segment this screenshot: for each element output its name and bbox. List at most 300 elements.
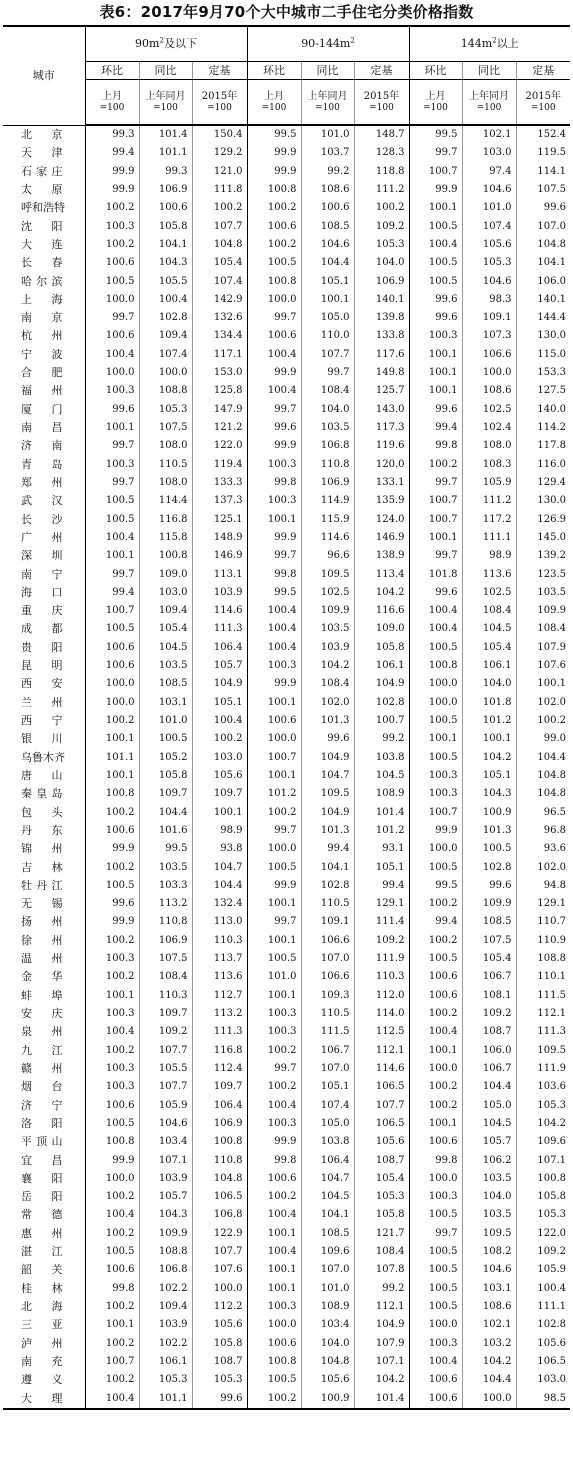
city-name: 北海 — [21, 1300, 63, 1313]
cell-mom-90: 100.0 — [85, 694, 139, 712]
city-name: 乌鲁木齐 — [21, 750, 65, 764]
table-row — [3, 1115, 570, 1133]
table-row — [3, 144, 570, 162]
cell-base-90: 132.4 — [192, 895, 247, 913]
city-name: 银川 — [21, 732, 63, 746]
cell-yoy-90: 103.3 — [139, 877, 192, 895]
cell-base-144: 94.8 — [516, 877, 570, 895]
cell-mom-90: 99.7 — [85, 309, 139, 327]
cell-mom-90: 99.9 — [85, 1152, 139, 1170]
cell-mom-90: 100.8 — [85, 1133, 139, 1151]
cell-yoy-144: 106.2 — [462, 1152, 516, 1170]
cell-base-144: 130.0 — [516, 327, 570, 345]
table-row — [3, 657, 570, 675]
cell-base-90-144: 133.1 — [354, 474, 409, 492]
group-header-90: $90m^2$及以下 — [85, 26, 247, 62]
cell-mom-90-144: 100.5 — [247, 950, 301, 968]
cell-mom-144: 99.7 — [409, 1225, 462, 1243]
cell-yoy-90: 107.7 — [139, 1042, 192, 1060]
cell-base-90-144: 120.0 — [354, 456, 409, 474]
cell-mom-90: 100.3 — [85, 1005, 139, 1023]
cell-yoy-90-144: 104.7 — [301, 767, 354, 785]
cell-mom-144: 100.2 — [409, 1097, 462, 1115]
cell-mom-90-144: 100.4 — [247, 1097, 301, 1115]
city-name: 长沙 — [21, 512, 63, 526]
table-row — [3, 712, 570, 730]
cell-base-90-144: 101.2 — [354, 822, 409, 840]
cell-yoy-144: 105.1 — [462, 767, 516, 785]
cell-yoy-144: 98.3 — [462, 291, 516, 309]
cell-yoy-90-144: 106.4 — [301, 1152, 354, 1170]
table-row — [3, 1298, 570, 1316]
cell-yoy-90-144: 103.8 — [301, 1133, 354, 1151]
cell-mom-90: 99.8 — [85, 1280, 139, 1298]
cell-mom-144: 99.8 — [409, 437, 462, 455]
cell-base-144: 129.4 — [516, 474, 570, 492]
table-row — [3, 199, 570, 217]
table-row — [3, 419, 570, 437]
cell-base-144: 106.0 — [516, 273, 570, 291]
cell-yoy-90-144: 100.1 — [301, 291, 354, 309]
table-row — [3, 1353, 570, 1371]
cell-yoy-90: 105.5 — [139, 273, 192, 291]
cell-mom-144: 100.1 — [409, 382, 462, 400]
cell-yoy-144: 108.2 — [462, 1243, 516, 1261]
cell-yoy-144: 117.2 — [462, 511, 516, 529]
cell-mom-90-144: 100.1 — [247, 932, 301, 950]
cell-base-144: 109.5 — [516, 1042, 570, 1060]
table-row — [3, 895, 570, 913]
cell-yoy-90: 100.5 — [139, 730, 192, 748]
table-row — [3, 254, 570, 272]
cell-mom-90: 100.0 — [85, 675, 139, 693]
cell-yoy-90-144: 104.0 — [301, 401, 354, 419]
table-row — [3, 309, 570, 327]
cell-yoy-90-144: 108.4 — [301, 382, 354, 400]
cell-yoy-144: 109.2 — [462, 1005, 516, 1023]
cell-mom-90: 100.5 — [85, 877, 139, 895]
cell-base-90-144: 119.6 — [354, 437, 409, 455]
cell-base-90: 142.9 — [192, 291, 247, 309]
cell-yoy-90-144: 105.0 — [301, 1115, 354, 1133]
cell-mom-144: 100.3 — [409, 1335, 462, 1353]
cell-mom-144: 100.5 — [409, 950, 462, 968]
cell-yoy-90: 109.7 — [139, 785, 192, 803]
city-name: 武汉 — [21, 494, 63, 508]
cell-mom-90-144: 100.3 — [247, 1298, 301, 1316]
cell-yoy-90: 106.1 — [139, 1353, 192, 1371]
cell-yoy-144: 102.5 — [462, 584, 516, 602]
cell-base-144: 104.8 — [516, 236, 570, 254]
cell-mom-90-144: 100.4 — [247, 1243, 301, 1261]
cell-base-90: 150.4 — [192, 125, 247, 144]
base-header-2015: 2015年 =100 — [192, 80, 247, 126]
cell-yoy-144: 101.8 — [462, 694, 516, 712]
sub-header-base: 定基 — [354, 62, 409, 80]
cell-yoy-144: 105.6 — [462, 236, 516, 254]
cell-yoy-90: 108.5 — [139, 675, 192, 693]
cell-mom-144: 100.6 — [409, 1390, 462, 1409]
cell-base-90-144: 113.4 — [354, 566, 409, 584]
cell-yoy-90-144: 106.9 — [301, 474, 354, 492]
cell-yoy-90-144: 105.0 — [301, 309, 354, 327]
cell-mom-90: 100.2 — [85, 712, 139, 730]
cell-mom-90-144: 100.3 — [247, 1115, 301, 1133]
cell-base-90: 134.4 — [192, 327, 247, 345]
cell-yoy-90: 116.8 — [139, 511, 192, 529]
cell-mom-90: 100.1 — [85, 547, 139, 565]
city-name: 哈尔滨 — [21, 274, 63, 288]
cell-base-90-144: 106.9 — [354, 273, 409, 291]
cell-mom-144: 100.7 — [409, 511, 462, 529]
page-title: 表6：2017年9月70个大中城市二手住宅分类价格指数 — [99, 3, 474, 21]
table-row — [3, 804, 570, 822]
cell-base-144: 105.3 — [516, 1097, 570, 1115]
cell-base-144: 117.8 — [516, 437, 570, 455]
city-name: 秦皇岛 — [21, 787, 63, 801]
cell-base-90: 107.6 — [192, 1261, 247, 1279]
cell-yoy-90: 104.6 — [139, 1115, 192, 1133]
cell-base-90-144: 99.4 — [354, 877, 409, 895]
cell-yoy-144: 100.1 — [462, 730, 516, 748]
city-name: 泉州 — [21, 1025, 63, 1039]
table-row — [3, 1133, 570, 1151]
cell-yoy-90-144: 109.3 — [301, 987, 354, 1005]
cell-mom-90: 100.2 — [85, 1371, 139, 1389]
cell-yoy-90-144: 109.1 — [301, 913, 354, 931]
cell-mom-144: 100.0 — [409, 1060, 462, 1078]
table-row — [3, 620, 570, 638]
cell-mom-90: 100.6 — [85, 822, 139, 840]
cell-mom-90-144: 100.2 — [247, 1078, 301, 1096]
base-header-last-month: 上月 =100 — [409, 80, 462, 126]
cell-yoy-144: 105.0 — [462, 1097, 516, 1115]
cell-yoy-90: 99.3 — [139, 163, 192, 181]
table-row — [3, 913, 570, 931]
base-header-last-year: 上年同月 =100 — [301, 80, 354, 126]
cell-base-90-144: 105.8 — [354, 1206, 409, 1224]
cell-base-90: 119.4 — [192, 456, 247, 474]
cell-base-144: 116.0 — [516, 456, 570, 474]
city-name: 福州 — [21, 384, 63, 398]
cell-base-144: 139.2 — [516, 547, 570, 565]
cell-mom-144: 99.7 — [409, 144, 462, 162]
cell-yoy-144: 108.3 — [462, 456, 516, 474]
cell-base-144: 109.9 — [516, 602, 570, 620]
cell-mom-90-144: 100.0 — [247, 1316, 301, 1334]
table-row — [3, 1023, 570, 1041]
table-row — [3, 950, 570, 968]
cell-yoy-90: 109.4 — [139, 327, 192, 345]
cell-yoy-90-144: 110.0 — [301, 327, 354, 345]
cell-yoy-90: 109.4 — [139, 1298, 192, 1316]
cell-base-90: 107.4 — [192, 273, 247, 291]
cell-mom-90: 100.1 — [85, 1316, 139, 1334]
table-row — [3, 163, 570, 181]
cell-yoy-90-144: 103.5 — [301, 419, 354, 437]
cell-base-90: 105.6 — [192, 767, 247, 785]
table-row — [3, 987, 570, 1005]
city-name: 金华 — [21, 970, 63, 984]
table-row — [3, 181, 570, 199]
cell-yoy-90: 105.7 — [139, 1188, 192, 1206]
cell-base-90: 111.3 — [192, 1023, 247, 1041]
cell-mom-90-144: 99.7 — [247, 913, 301, 931]
cell-yoy-90: 105.4 — [139, 620, 192, 638]
cell-mom-90: 100.2 — [85, 804, 139, 822]
table-row — [3, 511, 570, 529]
cell-yoy-90: 105.3 — [139, 401, 192, 419]
cell-base-90-144: 104.9 — [354, 675, 409, 693]
cell-yoy-90-144: 108.5 — [301, 218, 354, 236]
cell-base-144: 112.1 — [516, 1005, 570, 1023]
cell-yoy-90: 109.7 — [139, 1005, 192, 1023]
city-name: 宜昌 — [21, 1153, 63, 1167]
cell-yoy-144: 100.9 — [462, 804, 516, 822]
cell-base-90: 109.7 — [192, 785, 247, 803]
table-row — [3, 1005, 570, 1023]
cell-mom-144: 100.3 — [409, 327, 462, 345]
cell-base-144: 99.0 — [516, 730, 570, 748]
cell-yoy-90-144: 96.6 — [301, 547, 354, 565]
cell-mom-144: 100.1 — [409, 364, 462, 382]
cell-mom-144: 100.5 — [409, 1243, 462, 1261]
cell-yoy-90: 101.0 — [139, 712, 192, 730]
cell-base-90-144: 135.9 — [354, 492, 409, 510]
city-name: 郑州 — [21, 475, 63, 489]
cell-mom-90: 100.3 — [85, 382, 139, 400]
cell-base-144: 104.2 — [516, 1115, 570, 1133]
cell-base-90: 153.0 — [192, 364, 247, 382]
cell-yoy-90: 105.2 — [139, 749, 192, 767]
cell-mom-90: 100.1 — [85, 419, 139, 437]
cell-yoy-144: 104.6 — [462, 181, 516, 199]
cell-yoy-144: 104.4 — [462, 1078, 516, 1096]
table-row — [3, 1225, 570, 1243]
cell-yoy-90-144: 103.5 — [301, 620, 354, 638]
cell-mom-144: 100.5 — [409, 1206, 462, 1224]
city-name: 杭州 — [21, 329, 63, 343]
cell-mom-144: 101.8 — [409, 566, 462, 584]
cell-yoy-90: 103.9 — [139, 1316, 192, 1334]
table-row — [3, 932, 570, 950]
cell-base-144: 126.9 — [516, 511, 570, 529]
cell-mom-144: 100.6 — [409, 1371, 462, 1389]
cell-base-90-144: 111.9 — [354, 950, 409, 968]
city-name: 蚌埠 — [21, 988, 63, 1002]
city-name: 锦州 — [21, 842, 63, 856]
cell-yoy-90: 109.0 — [139, 566, 192, 584]
table-row — [3, 749, 570, 767]
city-name: 宁波 — [21, 347, 63, 361]
cell-mom-144: 100.2 — [409, 932, 462, 950]
table-row — [3, 236, 570, 254]
cell-base-90: 147.9 — [192, 401, 247, 419]
cell-mom-90: 100.6 — [85, 327, 139, 345]
city-name: 海口 — [21, 585, 63, 599]
cell-mom-90: 99.9 — [85, 840, 139, 858]
cell-base-90-144: 114.6 — [354, 1060, 409, 1078]
city-name: 九江 — [21, 1043, 63, 1057]
city-name: 太原 — [21, 182, 63, 196]
cell-base-144: 100.1 — [516, 675, 570, 693]
cell-yoy-144: 104.5 — [462, 1115, 516, 1133]
city-name: 深圳 — [21, 549, 63, 563]
cell-yoy-90-144: 110.5 — [301, 895, 354, 913]
city-name: 呼和浩特 — [21, 201, 65, 215]
city-name: 南昌 — [21, 421, 63, 434]
cell-base-90-144: 118.8 — [354, 163, 409, 181]
city-name: 合肥 — [21, 366, 63, 380]
cell-mom-144: 100.2 — [409, 1005, 462, 1023]
cell-base-144: 122.0 — [516, 1225, 570, 1243]
cell-base-144: 108.8 — [516, 950, 570, 968]
cell-yoy-90-144: 99.7 — [301, 364, 354, 382]
cell-yoy-144: 103.1 — [462, 1280, 516, 1298]
cell-yoy-90-144: 99.4 — [301, 840, 354, 858]
cell-yoy-144: 99.6 — [462, 877, 516, 895]
cell-yoy-90: 109.4 — [139, 602, 192, 620]
cell-base-90: 125.1 — [192, 511, 247, 529]
cell-mom-144: 100.1 — [409, 1115, 462, 1133]
cell-mom-144: 99.6 — [409, 584, 462, 602]
cell-base-90-144: 106.1 — [354, 657, 409, 675]
cell-base-90-144: 101.4 — [354, 804, 409, 822]
cell-yoy-144: 104.6 — [462, 273, 516, 291]
cell-base-144: 140.0 — [516, 401, 570, 419]
cell-mom-144: 99.6 — [409, 309, 462, 327]
cell-yoy-144: 101.2 — [462, 712, 516, 730]
city-name: 济宁 — [21, 1098, 63, 1112]
city-name: 石家庄 — [21, 164, 63, 178]
city-name: 牡丹江 — [21, 878, 63, 892]
cell-mom-144: 99.5 — [409, 877, 462, 895]
cell-yoy-144: 102.4 — [462, 419, 516, 437]
cell-mom-90-144: 100.8 — [247, 181, 301, 199]
table-row — [3, 1243, 570, 1261]
cell-yoy-90: 105.9 — [139, 1097, 192, 1115]
cell-yoy-144: 103.0 — [462, 144, 516, 162]
cell-mom-90-144: 100.3 — [247, 657, 301, 675]
cell-yoy-90: 105.8 — [139, 767, 192, 785]
cell-base-90: 104.8 — [192, 1170, 247, 1188]
cell-yoy-90: 105.5 — [139, 1060, 192, 1078]
cell-mom-90-144: 100.7 — [247, 749, 301, 767]
cell-base-90-144: 109.2 — [354, 218, 409, 236]
cell-base-90: 106.4 — [192, 639, 247, 657]
cell-mom-144: 100.5 — [409, 639, 462, 657]
table-row — [3, 529, 570, 547]
cell-yoy-90-144: 106.7 — [301, 1042, 354, 1060]
table-body — [3, 125, 570, 1409]
cell-yoy-90-144: 109.9 — [301, 602, 354, 620]
city-name: 惠州 — [21, 1226, 63, 1240]
cell-base-144: 102.0 — [516, 694, 570, 712]
cell-mom-144: 99.9 — [409, 822, 462, 840]
cell-base-144: 153.3 — [516, 364, 570, 382]
cell-base-90: 113.7 — [192, 950, 247, 968]
city-name: 青岛 — [21, 457, 63, 471]
cell-base-144: 107.1 — [516, 1152, 570, 1170]
cell-mom-90: 99.9 — [85, 913, 139, 931]
cell-mom-90-144: 99.8 — [247, 566, 301, 584]
cell-base-90: 122.0 — [192, 437, 247, 455]
sub-header-mom: 环比 — [409, 62, 462, 80]
cell-base-90: 122.9 — [192, 1225, 247, 1243]
cell-mom-144: 100.5 — [409, 1261, 462, 1279]
cell-yoy-90-144: 104.8 — [301, 1353, 354, 1371]
cell-mom-90-144: 99.8 — [247, 1152, 301, 1170]
cell-base-144: 102.0 — [516, 859, 570, 877]
cell-mom-90-144: 99.9 — [247, 529, 301, 547]
cell-yoy-90: 100.8 — [139, 547, 192, 565]
cell-mom-90: 100.2 — [85, 932, 139, 950]
cell-base-144: 105.6 — [516, 1335, 570, 1353]
cell-base-144: 103.5 — [516, 584, 570, 602]
table-row — [3, 1280, 570, 1298]
cell-yoy-90-144: 115.9 — [301, 511, 354, 529]
table-header — [3, 26, 570, 125]
cell-mom-90-144: 99.7 — [247, 547, 301, 565]
cell-yoy-90: 110.8 — [139, 913, 192, 931]
city-name: 上海 — [21, 292, 63, 306]
cell-base-144: 104.8 — [516, 767, 570, 785]
cell-base-144: 107.5 — [516, 181, 570, 199]
cell-base-90-144: 149.8 — [354, 364, 409, 382]
table-row — [3, 364, 570, 382]
table-row — [3, 474, 570, 492]
cell-base-144: 105.8 — [516, 1188, 570, 1206]
cell-base-90: 113.6 — [192, 968, 247, 986]
cell-base-90: 111.8 — [192, 181, 247, 199]
city-name: 沈阳 — [21, 219, 63, 233]
cell-mom-144: 100.2 — [409, 1078, 462, 1096]
cell-mom-90: 99.3 — [85, 125, 139, 144]
city-name: 岳阳 — [21, 1190, 63, 1204]
cell-yoy-144: 102.1 — [462, 1316, 516, 1334]
cell-mom-90-144: 100.6 — [247, 1170, 301, 1188]
cell-base-144: 140.1 — [516, 291, 570, 309]
city-name: 泸州 — [21, 1336, 63, 1350]
cell-mom-144: 100.5 — [409, 1280, 462, 1298]
table-row — [3, 1152, 570, 1170]
cell-yoy-144: 106.7 — [462, 1060, 516, 1078]
cell-yoy-90-144: 108.6 — [301, 181, 354, 199]
cell-base-90-144: 129.1 — [354, 895, 409, 913]
cell-base-144: 100.4 — [516, 1280, 570, 1298]
cell-base-90: 104.7 — [192, 859, 247, 877]
cell-yoy-144: 104.6 — [462, 1261, 516, 1279]
cell-yoy-90-144: 104.7 — [301, 1170, 354, 1188]
cell-mom-144: 100.6 — [409, 968, 462, 986]
cell-base-90-144: 138.9 — [354, 547, 409, 565]
cell-base-144: 144.4 — [516, 309, 570, 327]
cell-yoy-90-144: 114.6 — [301, 529, 354, 547]
cell-base-144: 111.9 — [516, 1060, 570, 1078]
cell-mom-90: 100.2 — [85, 236, 139, 254]
sub-header-mom: 环比 — [85, 62, 139, 80]
cell-yoy-90: 109.2 — [139, 1023, 192, 1041]
cell-base-144: 111.3 — [516, 1023, 570, 1041]
cell-mom-144: 99.6 — [409, 291, 462, 309]
cell-yoy-144: 102.8 — [462, 859, 516, 877]
city-name: 大连 — [21, 237, 63, 251]
cell-mom-90-144: 100.4 — [247, 602, 301, 620]
cell-base-144: 107.9 — [516, 639, 570, 657]
cell-base-90: 105.1 — [192, 694, 247, 712]
cell-mom-90: 100.5 — [85, 511, 139, 529]
cell-base-90-144: 105.3 — [354, 236, 409, 254]
